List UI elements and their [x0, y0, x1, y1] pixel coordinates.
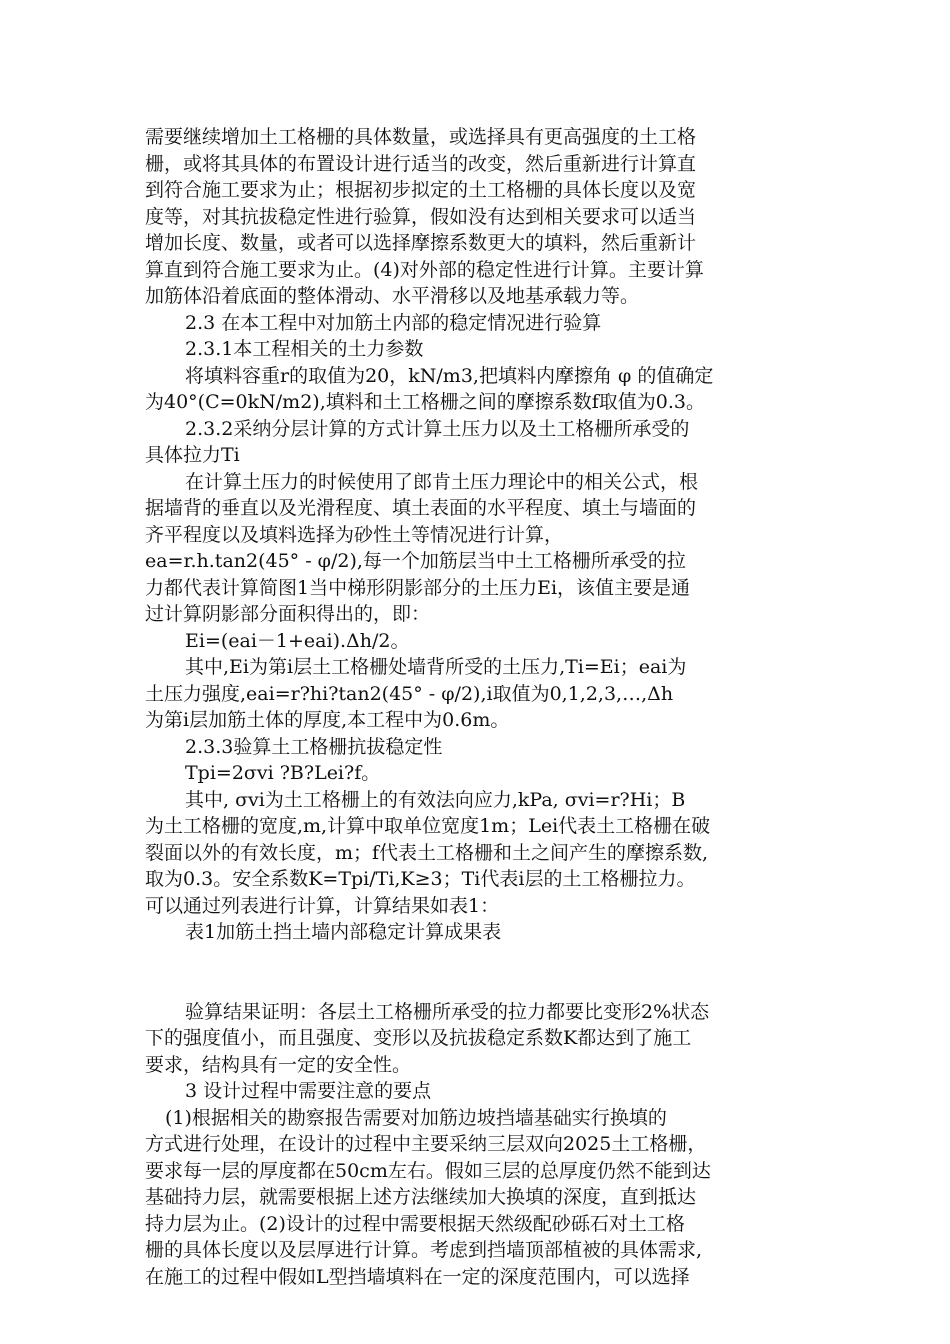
text-line: 在施工的过程中假如L型挡墙填料在一定的深度范围内，可以选择 [145, 1265, 690, 1288]
text-line: 齐平程度以及填料选择为砂性土等情况进行计算， [145, 523, 564, 546]
text-line: 验算结果证明：各层土工格栅所承受的拉力都要比变形2%状态 [185, 1000, 710, 1023]
text-line: 栅的具体长度以及层厚进行计算。考虑到挡墙顶部植被的具体需求, [145, 1239, 703, 1261]
text-line: 土压力强度,eai=r?hi?tan2(45° - φ/2),i取值为0,1,2,3,…,Δh [145, 682, 674, 705]
text-line: 取为0.3。安全系数K=Tpi/Ti,K≥3；Ti代表i层的土工格栅拉力。 [145, 868, 696, 890]
text-line: 算直到符合施工要求为止。(4)对外部的稳定性进行计算。主要计算 [145, 258, 704, 281]
section-heading-2-3: 2.3 在本工程中对加筋土内部的稳定情况进行验算 [185, 311, 602, 334]
text-line: 过计算阴影部分面积得出的，即： [145, 603, 431, 625]
formula-ei: Ei=(eai－1+eai).Δh/2。 [185, 629, 410, 652]
table-placeholder [145, 946, 815, 999]
text-line: 据墙背的垂直以及光滑程度、填土表面的水平程度、填土与墙面的 [145, 497, 697, 519]
section-heading-2-3-2-cont: 具体拉力Ti [145, 444, 240, 466]
text-line: 栅，或将其具体的布置设计进行适当的改变，然后重新进行计算直 [145, 152, 697, 175]
text-line: 方式进行处理，在设计的过程中主要采纳三层双向2025土工格栅， [145, 1133, 707, 1155]
text-line: 为40°(C=0kN/m2),填料和土工格栅之间的摩擦系数f取值为0.3。 [145, 391, 705, 413]
text-line: 可以通过列表进行计算，计算结果如表1： [145, 894, 500, 917]
text-line: 力都代表计算简图1当中梯形阴影部分的土压力Ei，该值主要是通 [145, 576, 691, 599]
text-line: 需要继续增加土工格栅的具体数量，或选择具有更高强度的土工格 [145, 126, 697, 148]
text-line: 到符合施工要求为止；根据初步拟定的土工格栅的具体长度以及宽 [145, 179, 697, 201]
text-line: (1)根据相关的勘察报告需要对加筋边坡挡墙基础实行换填的 [165, 1106, 667, 1129]
text-line: 其中,Ei为第i层土工格栅处墙背所受的土压力,Ti=Ei；eai为 [185, 656, 687, 678]
section-heading-2-3-3: 2.3.3验算土工格栅抗拔稳定性 [185, 735, 443, 758]
text-line: 要求，结构具有一定的安全性。 [145, 1053, 412, 1076]
text-line: 基础持力层，就需要根据上述方法继续加大换填的深度，直到抵达 [145, 1186, 697, 1208]
section-heading-2-3-2: 2.3.2采纳分层计算的方式计算土压力以及土工格栅所承受的 [185, 417, 690, 440]
text-line: 将填料容重r的取值为20，kN/m3,把填料内摩擦角 φ 的值确定 [185, 364, 714, 387]
text-line: 其中, σvi为土工格栅上的有效法向应力,kPa, σvi=r?Hi；B [185, 788, 686, 811]
text-line: 增加长度、数量，或者可以选择摩擦系数更大的填料，然后重新计 [145, 232, 697, 254]
text-line: 裂面以外的有效长度，m；f代表土工格栅和土之间产生的摩擦系数, [145, 841, 709, 864]
text-line: 为第i层加筋土体的厚度,本工程中为0.6m。 [145, 709, 510, 731]
text-line: 度等，对其抗拔稳定性进行验算，假如没有达到相关要求可以适当 [145, 205, 697, 228]
text-line: 加筋体沿着底面的整体滑动、水平滑移以及地基承载力等。 [145, 285, 640, 307]
text-line: 要求每一层的厚度都在50cm左右。假如三层的总厚度仍然不能到达 [145, 1159, 711, 1182]
text-line: 下的强度值小，而且强度、变形以及抗拔稳定系数K都达到了施工 [145, 1027, 692, 1049]
text-line: 在计算土压力的时候使用了郎肯土压力理论中的相关公式，根 [185, 470, 699, 493]
table-caption: 表1加筋土挡土墙内部稳定计算成果表 [185, 921, 502, 943]
section-heading-3: 3 设计过程中需要注意的要点 [185, 1080, 432, 1102]
text-line: 为土工格栅的宽度,m,计算中取单位宽度1m；Lei代表土工格栅在破 [145, 815, 711, 837]
text-line: 持力层为止。(2)设计的过程中需要根据天然级配砂砾石对土工格 [145, 1212, 685, 1235]
formula-tpi: Tpi=2σvi ?B?Lei?f。 [185, 762, 381, 784]
body-text [145, 124, 815, 1290]
section-heading-2-3-1: 2.3.1本工程相关的土力参数 [185, 338, 424, 360]
text-line: ea=r.h.tan2(45° - φ/2),每一个加筋层当中土工格栅所承受的拉 [145, 550, 686, 572]
